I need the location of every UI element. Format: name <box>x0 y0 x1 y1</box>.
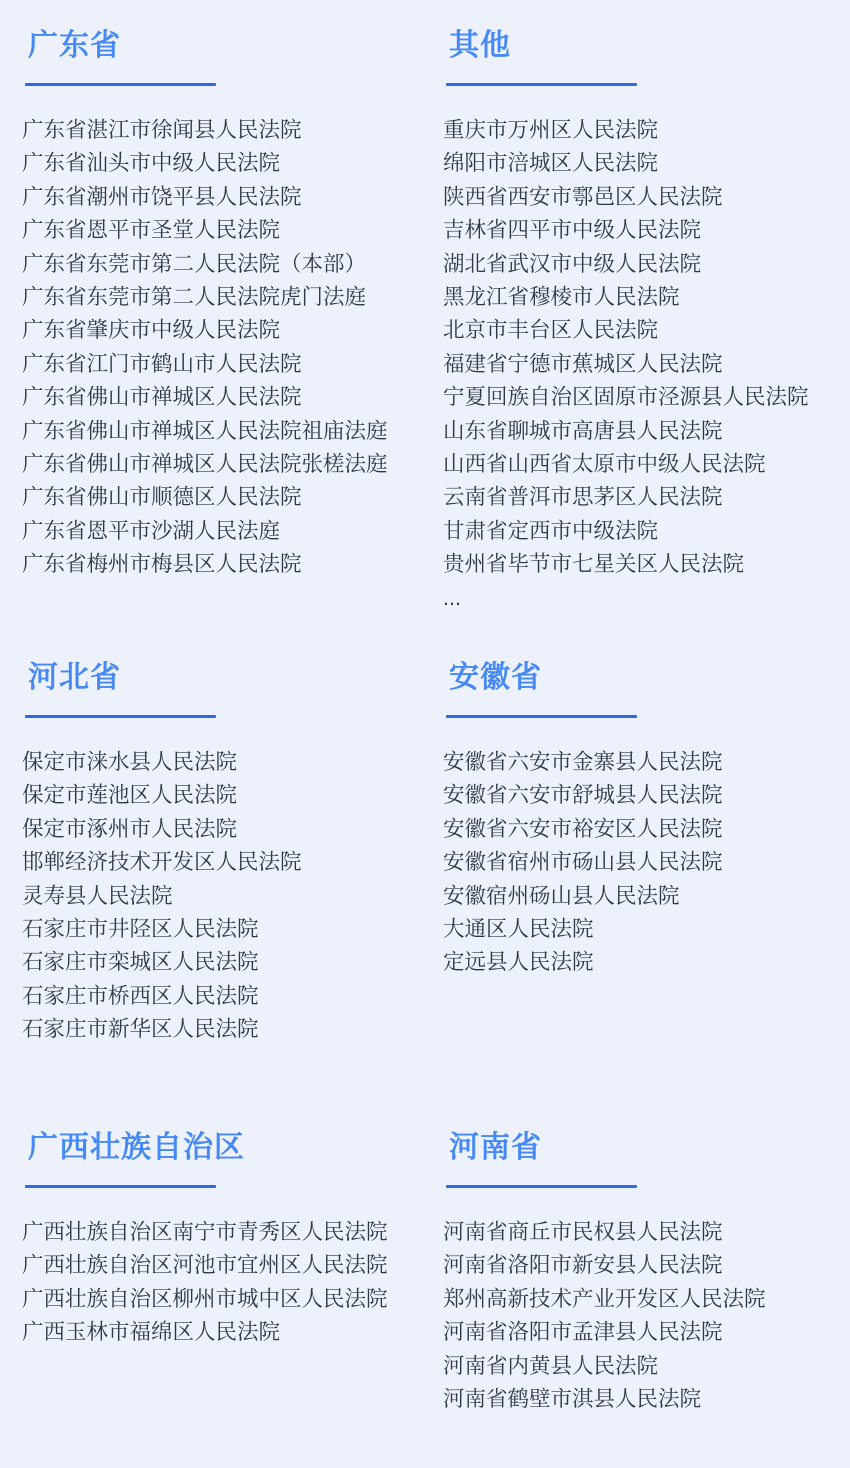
court-list-item: 重庆市万州区人民法院 <box>443 118 659 142</box>
court-list-item: 广西壮族自治区柳州市城中区人民法院 <box>22 1286 388 1311</box>
court-list-item: 广东省佛山市禅城区人民法院祖庙法庭 <box>22 418 388 443</box>
court-list-item: 石家庄市桥西区人民法院 <box>22 983 259 1008</box>
section-title-henan: 河南省 <box>449 1131 542 1164</box>
court-list-item: 保定市涞水县人民法院 <box>22 750 238 774</box>
section-guangxi <box>22 1130 409 1350</box>
court-list-item: 吉林省四平市中级人民法院 <box>443 218 702 243</box>
court-list-item: 黑龙江省穆棱市人民法院 <box>443 285 680 310</box>
court-list-item: 郑州高新技术产业开发区人民法院 <box>443 1286 766 1311</box>
court-list-item: 广东省佛山市顺德区人民法院 <box>22 485 302 510</box>
court-list-anhui <box>443 746 830 980</box>
court-list-item: 广东省江门市鹤山市人民法院 <box>22 351 302 376</box>
court-list-item: 安徽省六安市舒城县人民法院 <box>443 783 723 808</box>
court-list-item: 定远县人民法院 <box>443 950 594 975</box>
section-underline <box>446 83 637 86</box>
court-list-item: 贵州省毕节市七星关区人民法院 <box>443 552 745 577</box>
section-underline <box>446 1185 637 1188</box>
section-title-guangdong: 广东省 <box>28 29 121 62</box>
section-underline <box>446 715 637 718</box>
court-list-item: 广西壮族自治区南宁市青秀区人民法院 <box>22 1220 388 1244</box>
court-list-item: 大通区人民法院 <box>443 917 594 942</box>
section-other <box>443 28 830 615</box>
section-hebei <box>22 660 409 1047</box>
court-list-item: 甘肃省定西市中级法院 <box>443 518 659 543</box>
court-list-guangdong <box>22 114 409 582</box>
court-list-hebei <box>22 746 409 1047</box>
court-list-item: 广东省东莞市第二人民法院虎门法庭 <box>22 285 367 310</box>
court-list-item: 河南省内黄县人民法院 <box>443 1353 659 1378</box>
court-list-item: 安徽省宿州市砀山县人民法院 <box>443 850 723 875</box>
court-list-item: 保定市涿州市人民法院 <box>22 816 238 841</box>
court-list-item: 广东省恩平市沙湖人民法庭 <box>22 518 281 543</box>
court-list-item: 河南省洛阳市孟津县人民法院 <box>443 1320 723 1345</box>
court-list-item: 绵阳市涪城区人民法院 <box>443 151 659 176</box>
court-list-item: 广东省佛山市禅城区人民法院张槎法庭 <box>22 452 388 477</box>
court-list-item: 广西玉林市福绵区人民法院 <box>22 1320 281 1345</box>
section-underline <box>25 83 216 86</box>
court-list-item: 广东省汕头市中级人民法院 <box>22 151 281 176</box>
court-list-item: 安徽省六安市金寨县人民法院 <box>443 750 723 774</box>
court-list-item: 邯郸经济技术开发区人民法院 <box>22 850 302 875</box>
court-list-item: 广东省东莞市第二人民法院（本部） <box>22 251 367 276</box>
court-list-item: 河南省商丘市民权县人民法院 <box>443 1220 723 1244</box>
section-title-anhui: 安徽省 <box>449 661 542 694</box>
court-list-item: 宁夏回族自治区固原市泾源县人民法院 <box>443 385 809 410</box>
court-list-item: 广西壮族自治区河池市宜州区人民法院 <box>22 1253 388 1278</box>
section-title-guangxi: 广西壮族自治区 <box>28 1131 245 1164</box>
court-list-item: 安徽省六安市裕安区人民法院 <box>443 816 723 841</box>
section-title-hebei: 河北省 <box>28 661 121 694</box>
court-list-item: 广东省恩平市圣堂人民法院 <box>22 218 281 243</box>
section-underline <box>25 1185 216 1188</box>
court-list-other <box>443 114 830 615</box>
court-list-item: 山东省聊城市高唐县人民法院 <box>443 418 723 443</box>
court-list-item: 石家庄市新华区人民法院 <box>22 1017 259 1042</box>
section-guangdong <box>22 28 409 582</box>
section-henan <box>443 1130 830 1416</box>
section-title-other: 其他 <box>449 29 511 62</box>
court-list-item: 石家庄市井陉区人民法院 <box>22 917 259 942</box>
court-list-item: 北京市丰台区人民法院 <box>443 318 659 343</box>
court-list-item: 广东省梅州市梅县区人民法院 <box>22 552 302 577</box>
court-list-item: 广东省湛江市徐闻县人民法院 <box>22 118 302 142</box>
court-list-item: ... <box>443 585 461 610</box>
court-list-item: 广东省佛山市禅城区人民法院 <box>22 385 302 410</box>
court-list-item: 陕西省西安市鄠邑区人民法院 <box>443 184 723 209</box>
court-list-item: 山西省山西省太原市中级人民法院 <box>443 452 766 477</box>
court-list-item: 石家庄市栾城区人民法院 <box>22 950 259 975</box>
court-list-guangxi <box>22 1216 409 1350</box>
court-list-item: 福建省宁德市蕉城区人民法院 <box>443 351 723 376</box>
section-underline <box>25 715 216 718</box>
court-list-item: 河南省洛阳市新安县人民法院 <box>443 1253 723 1278</box>
court-list-item: 安徽宿州砀山县人民法院 <box>443 883 680 908</box>
court-list-item: 广东省肇庆市中级人民法院 <box>22 318 281 343</box>
court-list-item: 保定市莲池区人民法院 <box>22 783 238 808</box>
section-anhui <box>443 660 830 980</box>
court-list-item: 云南省普洱市思茅区人民法院 <box>443 485 723 510</box>
court-list-item: 湖北省武汉市中级人民法院 <box>443 251 702 276</box>
court-list-henan <box>443 1216 830 1416</box>
court-list-item: 灵寿县人民法院 <box>22 883 173 908</box>
court-list-item: 河南省鹤壁市淇县人民法院 <box>443 1387 702 1412</box>
court-list-item: 广东省潮州市饶平县人民法院 <box>22 184 302 209</box>
